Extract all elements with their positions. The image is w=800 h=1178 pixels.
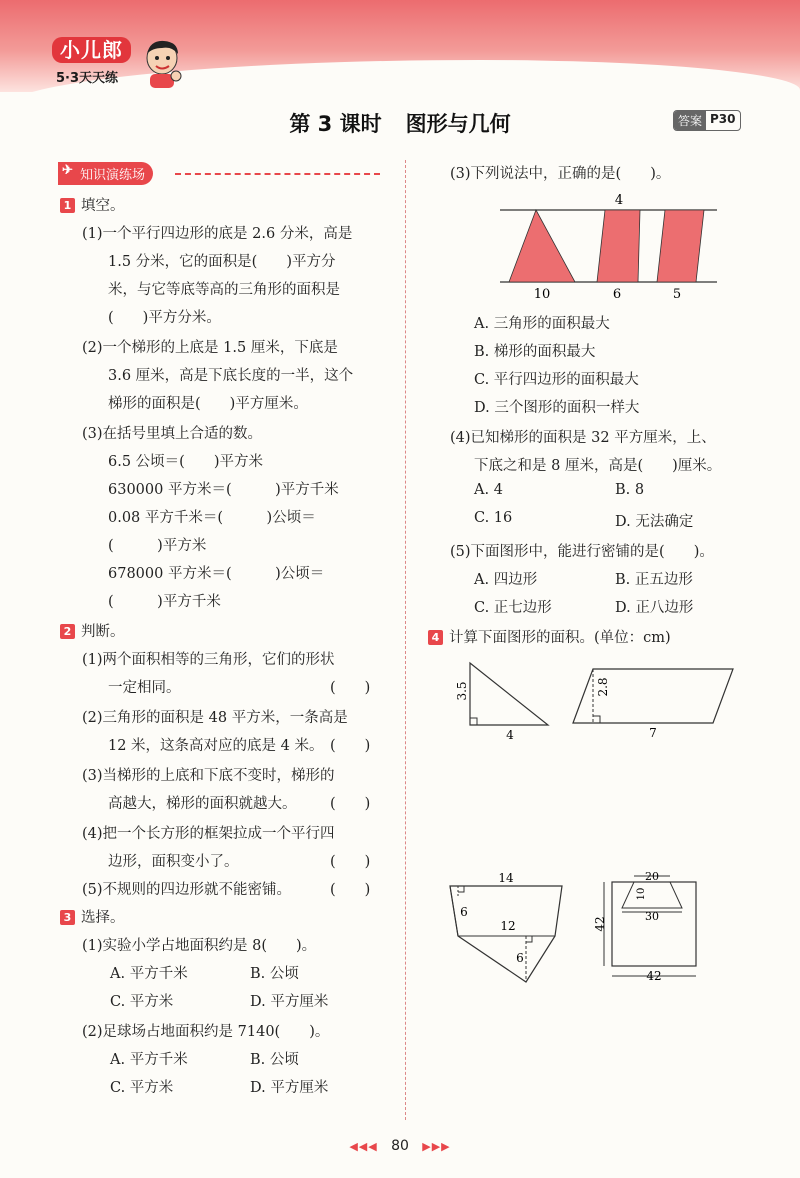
q3-line: (3)下列说法中，正确的是( )。 [450,166,671,182]
q1-line: (2)一个梯形的上底是 1.5 厘米，下底是 [82,340,338,356]
section-rule [175,173,380,175]
q1-line: 米，与它等底等高的三角形的面积是 [108,282,340,298]
parallelogram-base-label: 7 [649,726,657,740]
q2-line: (3)当梯形的上底和下底不变时，梯形的 [82,768,335,784]
q4-heading [428,626,671,647]
triangle-height-label: 3.5 [455,681,469,701]
option: D. 三个图形的面积一样大 [474,400,640,416]
q1-line: 630000 平方米＝( )平方千米 [108,482,339,498]
q1-line: 梯形的面积是( )平方厘米。 [108,396,308,412]
q4-number: 4 [428,630,443,645]
lesson-title: 图形与几何 [405,112,511,136]
q3-heading [60,906,125,927]
q2-line: (4)把一个长方形的框架拉成一个平行四 [82,826,335,842]
option: C. 16 [474,510,513,526]
logo-sub-text: 5·3天天练 [56,71,119,86]
judge-blank: ( ) [330,796,371,812]
composite-left-label: 6 [460,905,468,919]
q3-line: (4)已知梯形的面积是 32 平方厘米，上、 [450,430,716,446]
option: B. 8 [615,482,645,498]
q2-number: 2 [60,624,75,639]
parallelogram-height-label: 2.8 [596,677,610,697]
square-bottom-label: 42 [646,969,662,983]
trapezoid-shape [597,210,640,282]
q1-line: (1)一个平行四边形的底是 2.6 分米，高是 [82,226,353,242]
option: B. 正五边形 [615,572,693,588]
q2-line: 边形，面积变小了。 [108,854,239,870]
q1-line: 6.5 公顷＝( )平方米 [108,454,263,470]
q1-line: 3.6 厘米，高是下底长度的一半，这个 [108,368,354,384]
option: C. 平方米 [110,994,174,1010]
q3-heading-text: 选择。 [81,910,125,926]
mascot-boy-icon [138,36,186,88]
q1-heading [60,194,125,215]
option: C. 正七边形 [474,600,552,616]
answer-label: 答案 [674,111,706,130]
parallelogram-shape [657,210,704,282]
q1-line: ( )平方米 [108,538,207,554]
page-number: 80 [391,1138,409,1154]
option: B. 梯形的面积最大 [474,344,596,360]
option: B. 公顷 [250,966,299,982]
option: A. 4 [474,482,503,498]
shapes-between-parallels-figure [495,190,725,302]
judge-blank: ( ) [330,854,371,870]
fig-base-label: 6 [612,287,622,302]
fig-base-label: 5 [672,287,682,302]
logo-main-text: 小儿郎 [52,37,131,63]
composite-mid-label: 12 [500,919,516,933]
q3-line: 下底之和是 8 厘米，高是( )厘米。 [474,458,722,474]
answer-page-badge [673,110,741,131]
q3-line: (5)下面图形中，能进行密铺的是( )。 [450,544,714,560]
square-side-label: 42 [593,916,607,932]
judge-blank: ( ) [330,680,371,696]
brand-logo [52,34,131,86]
option: A. 平方千米 [110,966,188,982]
q2-heading [60,620,125,641]
triangle-base-label: 4 [506,728,514,742]
trapezoid-height-label: 10 [636,887,647,901]
trapezoid-bottom-label: 30 [645,910,659,923]
column-divider [405,160,406,1120]
option: C. 平方米 [110,1080,174,1096]
option: A. 四边形 [474,572,538,588]
q3-line: (2)足球场占地面积约是 7140( )。 [82,1024,330,1040]
option: D. 正八边形 [615,600,694,616]
answer-page: P30 [710,112,736,126]
q4-heading-text: 计算下面图形的面积。(单位：cm) [449,630,671,646]
section-tag: 知识演练场 [58,162,153,185]
composite-low-label: 6 [516,951,524,965]
q2-line: (1)两个面积相等的三角形，它们的形状 [82,652,335,668]
page-footer [0,1138,800,1154]
q2-line: 一定相同。 [108,680,181,696]
option: D. 无法确定 [615,514,694,530]
square-with-trapezoid-figure [590,866,710,990]
lesson-number: 第 3 课时 [289,112,382,136]
q1-line: (3)在括号里填上合适的数。 [82,426,263,442]
judge-blank: ( ) [330,738,371,754]
judge-blank: ( ) [330,882,371,898]
fig-base-label: 10 [533,287,551,302]
q3-number: 3 [60,910,75,925]
q3-line: (1)实验小学占地面积约是 8( )。 [82,938,317,954]
q1-line: 678000 平方米＝( )公顷＝ [108,566,325,582]
option: A. 三角形的面积最大 [474,316,610,332]
right-triangle-figure [440,655,560,745]
option: D. 平方厘米 [250,1080,329,1096]
q2-heading-text: 判断。 [81,624,125,640]
q2-line: 高越大，梯形的面积就越大。 [108,796,297,812]
fig-top-label: 4 [614,193,624,208]
option: B. 公顷 [250,1052,299,1068]
q1-line: 1.5 分米，它的面积是( )平方分 [108,254,336,270]
q2-line: (2)三角形的面积是 48 平方米，一条高是 [82,710,348,726]
runner-icon: ✈ [62,163,73,178]
next-arrows-icon: ▶▶▶ [422,1140,451,1153]
q1-number: 1 [60,198,75,213]
option: A. 平方千米 [110,1052,188,1068]
trapezoid-top-label: 20 [645,870,659,883]
option: C. 平行四边形的面积最大 [474,372,639,388]
prev-arrows-icon: ◀◀◀ [349,1140,378,1153]
q1-line: 0.08 平方千米＝( )公顷＝ [108,510,316,526]
triangle-shape [509,210,575,282]
q2-line: 12 米，这条高对应的底是 4 米。 [108,738,324,754]
composite-trapezoid-figure [440,868,570,992]
option: D. 平方厘米 [250,994,329,1010]
q2-line: (5)不规则的四边形就不能密铺。 [82,882,292,898]
q1-line: ( )平方千米 [108,594,221,610]
composite-top-label: 14 [498,871,514,885]
parallelogram-figure [565,655,745,745]
q1-heading-text: 填空。 [81,198,125,214]
q1-line: ( )平方分米。 [108,310,221,326]
